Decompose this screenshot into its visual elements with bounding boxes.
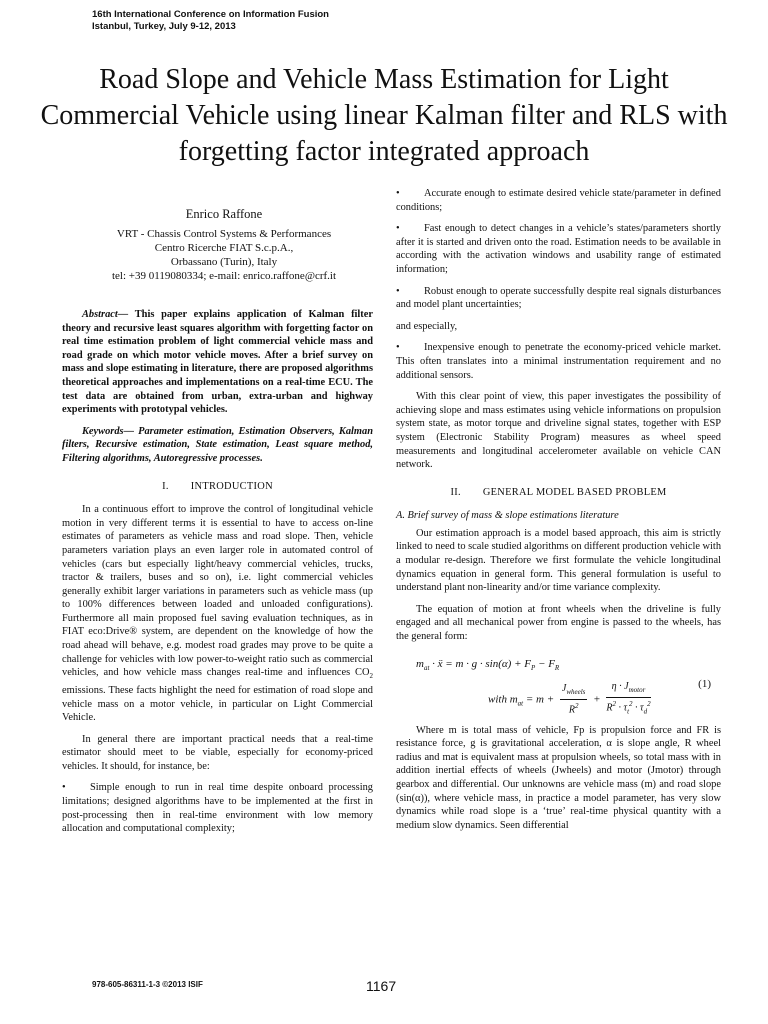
and-especially-text: and especially, — [396, 320, 458, 332]
bullet-item: • Robust enough to operate successfully despite real signals disturbances and model plant uncertainties; — [396, 285, 721, 311]
intro-paragraph-3: With this clear point of view, this paper investigates the possibility of achieving slope and mass estimates using vehicle informations on propulsion system state, as motor torque and driveline signal states, together with ESP system (Electronic Stability Program) measures as wheel speed measurements and longitudinal accelerometer available on vehicle CAN network. — [396, 391, 721, 471]
model-paragraph-1: Our estimation approach is a model based approach, this aim is strictly linked to need to scale studied algorithms on different production vehicle with a modular re-design. Therefore we first formulate the vehicle longitudinal dynamics equation in general form. This general formulation is useful to understand plant non-linearity and/or time variance complexity. — [396, 527, 722, 594]
footer-isbn: 978-605-86311-1-3 ©2013 ISIF — [92, 980, 203, 989]
page-number: 1167 — [366, 978, 397, 994]
intro-paragraph-1: In a continuous effort to improve the control of longitudinal vehicle motion in very different terms it is essential to have to access on-line estimates of parameters as vehicle mass and road slope. Then, vehicle parameters variation plays an even larger role in automated control of vehicles (cars but especially light/heavy commercial vehicles, trucks, tractor & trailers, buses and so on), i.e. light commercial vehicles generally exhibit larger variations in parameters such as vehicle mass (up to 100% differences between loaded and unloaded configurations). Furthermore all main proposed fuel saving evaluation techniques, as in FIAT eco:Drive® system, are dependent on the knowledge of how the road ahead will behave, e.g. modest road grades may prove to be quite a challenge for vehicles with low power-to-weight ratio such as commercial vehicles, and how vehicle mass changes real-time and influences $CO_2$ emissions. These facts highlight the need for estimation of road slope and vehicle mass on a motor vehicle, in particular on Light Commercial Vehicle. — [62, 504, 373, 724]
author-block — [60, 207, 388, 283]
affiliation-line-1: VRT - Chassis Control Systems & Performances — [116, 228, 332, 240]
section-heading-general-model — [396, 486, 721, 500]
author-name: Enrico Raffone — [185, 207, 263, 221]
equation-line-1: $m_{at}$ · ẍ = $m \cdot g \cdot \sin(\alpha) + F_P - F_R$ — [416, 657, 560, 672]
section-number: II. — [450, 486, 461, 498]
section-number: I. — [162, 480, 169, 492]
bullet-item: • Accurate enough to estimate desired vehicle state/parameter in defined conditions; — [396, 188, 721, 213]
bullet-item: • Simple enough to run in real time despite onboard processing limitations; designed algorithms have to be implemented at the first in post-processing then in real-time environment with low memory allocation and computational complexity; — [62, 782, 373, 835]
right-column — [396, 187, 721, 840]
keywords-body: Parameter estimation, Estimation Observers, Kalman filters, Recursive estimation, State estimation, Least square method, Filtering algorithms, Autoregressive processes. — [62, 425, 373, 464]
conference-header — [92, 9, 329, 33]
conference-location: Istanbul, Turkey, July 9-12, 2013 — [92, 21, 236, 32]
intro-paragraph-2: In general there are important practical needs that a real-time estimator should meet to be viable, especially for economy-priced vehicles. It should, for instance, be: — [62, 733, 373, 772]
paper-title: Road Slope and Vehicle Mass Estimation for Light Commercial Vehicle using linear Kalman filter and RLS with forgetting factor integrated approach — [40, 64, 728, 167]
conference-name: 16th International Conference on Information Fusion — [92, 9, 329, 20]
section-heading-introduction — [62, 480, 373, 494]
bullet-item: • Inexpensive enough to penetrate the economy-priced vehicle market. This often translates into a minimal instrumentation requirement and no additional sensors. — [396, 342, 721, 381]
left-column — [62, 308, 373, 844]
equation-line-2: with $m_{at} = m$ + $\frac{J_{wheels}}{R^2}$ + $\frac{\eta \cdot J_{motor}}{R^2 \cdot \tau_t^2 \cdot \tau_d^2}$ — [488, 680, 651, 716]
abstract-body: This paper explains application of Kalman filter theory and recursive least squares algorithm with forgetting factor on real time estimation problem of light commercial vehicle mass and road grade on which motor vehicle moves. After a brief survey on mass and slope estimating in literature, there are proposed algorithms theoretical approaches and implementations on a real-time ECU. The test data are obtained from urban, extra-urban and highway experiments with prototypal vehicles. — [62, 309, 373, 416]
equation-1 — [396, 652, 721, 716]
section-title: INTRODUCTION — [190, 480, 273, 492]
abstract — [62, 308, 373, 417]
subsection-heading: A. Brief survey of mass & slope estimations literature — [396, 510, 619, 522]
author-contact: tel: +39 0119080334; e-mail: enrico.raffone@crf.it — [111, 270, 337, 282]
keywords — [62, 425, 373, 466]
abstract-lead: Abstract— — [82, 309, 129, 320]
model-paragraph-3: Where m is total mass of vehicle, Fp is propulsion force and FR is resistance force, g is gravitational acceleration, α is slope angle, R wheel radius and mat is equivalent mass at propulsion wheels, so total mass with in addition inertial effects of wheels (Jwheels) and motor (Jmotor) through gearbox and differential. Our unknowns are vehicle mass (m) and road slope (sin(α)), where vehicle mass, in practice a model parameter, has very slow dynamics while road slope is a ‘true’ real-time physical quantity with a medium slow dynamics. Seen differential — [396, 724, 721, 831]
section-title: GENERAL MODEL BASED PROBLEM — [482, 486, 667, 498]
affiliation-line-3: Orbassano (Turin), Italy — [170, 256, 278, 268]
affiliation-line-2: Centro Ricerche FIAT S.c.p.A., — [154, 242, 294, 254]
keywords-lead: Keywords— — [82, 425, 134, 437]
model-paragraph-2: The equation of motion at front wheels when the driveline is fully engaged and all mechanical power from engine is passed to the wheels, has the general form: — [396, 603, 721, 643]
equation-number: (1) — [698, 677, 711, 690]
bullet-item: • Fast enough to detect changes in a vehicle’s states/parameters shortly after it is started and driven onto the road. Estimation needs to be available in according with the activation windows and usability range of estimated information; — [396, 223, 721, 275]
